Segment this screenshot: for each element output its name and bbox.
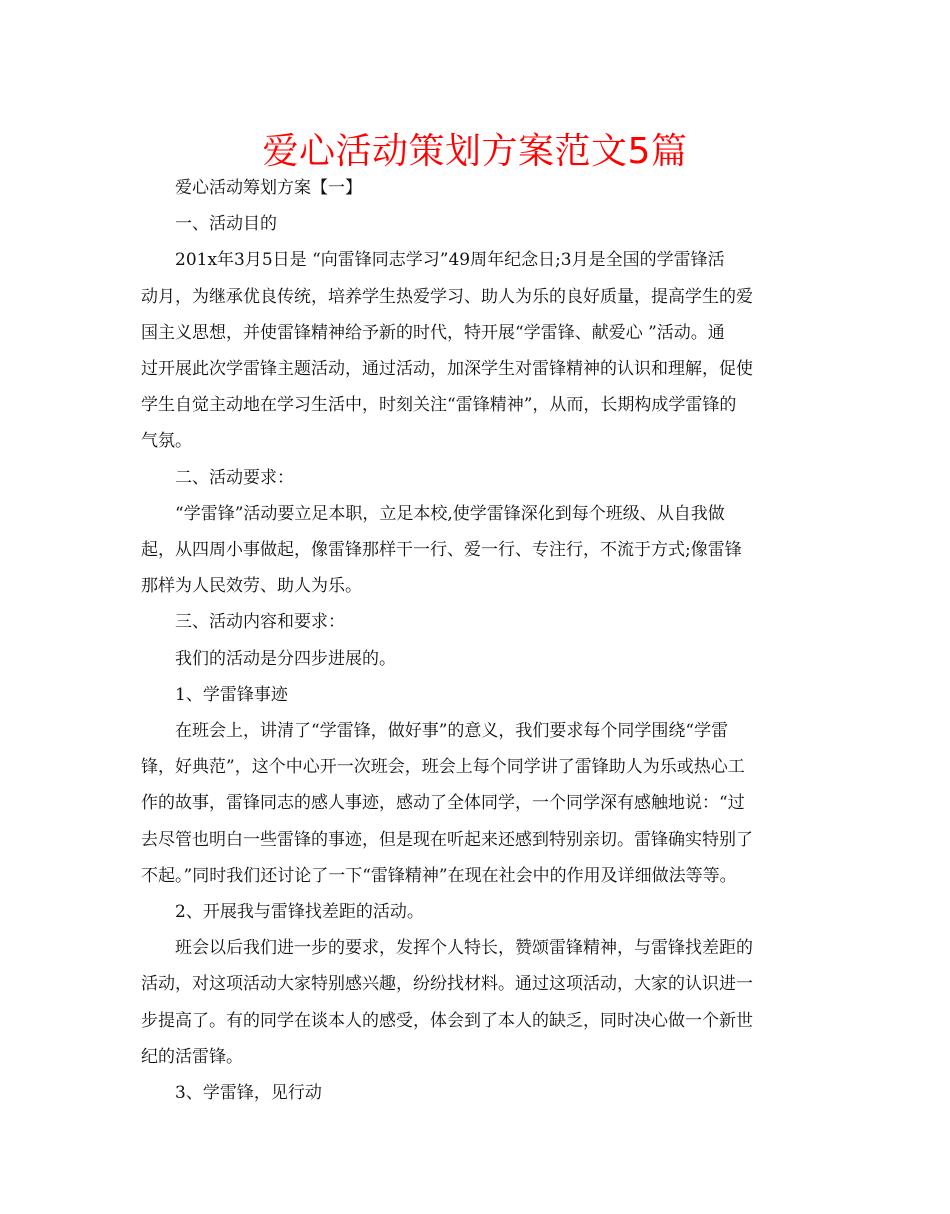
paragraph-requirements [141,496,821,605]
text-line: 班会以后我们进一步的要求，发挥个人特长，赞颂雷锋精神，与雷锋找差距的 [175,938,753,959]
text-line: 不起。”同时我们还讨论了一下“雷锋精神”在现在社会中的作用及详细做法等等。 [141,865,737,886]
document-body [141,170,821,1111]
text-line: 活动，对这项活动大家特别感兴趣，纷纷找材料。通过这项活动，大家的认识进一 [141,974,753,995]
heading-step-1: 1、学雷锋事迹 [175,684,288,705]
text-line: 纪的活雷锋。 [141,1046,243,1067]
text-line: 在班会上，讲清了“学雷锋，做好事”的意义，我们要求每个同学围绕“学雷 [175,721,729,742]
document-title: 爱心活动策划方案范文5篇 [262,131,688,172]
text-line: 学生自觉主动地在学习生活中，时刻关注“雷锋精神”，从而，长期构成学雷锋的 [141,395,737,416]
text-line: 201x年3月5日是 “向雷锋同志学习”49周年纪念日;3月是全国的学雷锋活 [175,250,725,271]
text-line: 国主义思想，并使雷锋精神给予新的时代，特开展“学雷锋、献爱心 ”活动。通 [141,322,725,343]
paragraph-purpose [141,242,821,459]
heading-step-3: 3、学雷锋，见行动 [175,1083,322,1104]
text-line: 那样为人民效劳、助人为乐。 [141,576,362,597]
text-line: 锋，好典范”，这个中心开一次班会，班会上每个同学讲了雷锋助人为乐或热心工 [141,757,745,778]
paragraph-steps-intro: 我们的活动是分四步进展的。 [175,648,396,669]
heading-step-2: 2、开展我与雷锋找差距的活动。 [175,902,424,923]
heading-activity-content: 三、活动内容和要求： [175,612,345,633]
text-line: 动月，为继承优良传统，培养学生热爱学习、助人为乐的良好质量，提高学生的爱 [141,286,753,307]
text-line: 气氛。 [141,431,192,452]
heading-activity-requirements: 二、活动要求： [175,467,294,488]
paragraph-step-1 [141,713,821,894]
text-line: “学雷锋”活动要立足本职，立足本校,使学雷锋深化到每个班级、从自我做 [175,503,725,524]
heading-activity-purpose: 一、活动目的 [175,214,277,235]
text-line: 步提高了。有的同学在谈本人的感受，体会到了本人的缺乏，同时决心做一个新世 [141,1010,753,1031]
paragraph-step-2 [141,930,821,1075]
text-line: 作的故事，雷锋同志的感人事迹，感动了全体同学，一个同学深有感触地说：“过 [141,793,745,814]
text-line: 起，从四周小事做起，像雷锋那样干一行、爱一行、专注行，不流于方式;像雷锋 [141,540,742,561]
text-line: 过开展此次学雷锋主题活动，通过活动，加深学生对雷锋精神的认识和理解，促使 [141,359,753,380]
section-subtitle: 爱心活动筹划方案【一】 [175,178,362,198]
text-line: 去尽管也明白一些雷锋的事迹，但是现在听起来还感到特别亲切。雷锋确实特别了 [141,829,753,850]
